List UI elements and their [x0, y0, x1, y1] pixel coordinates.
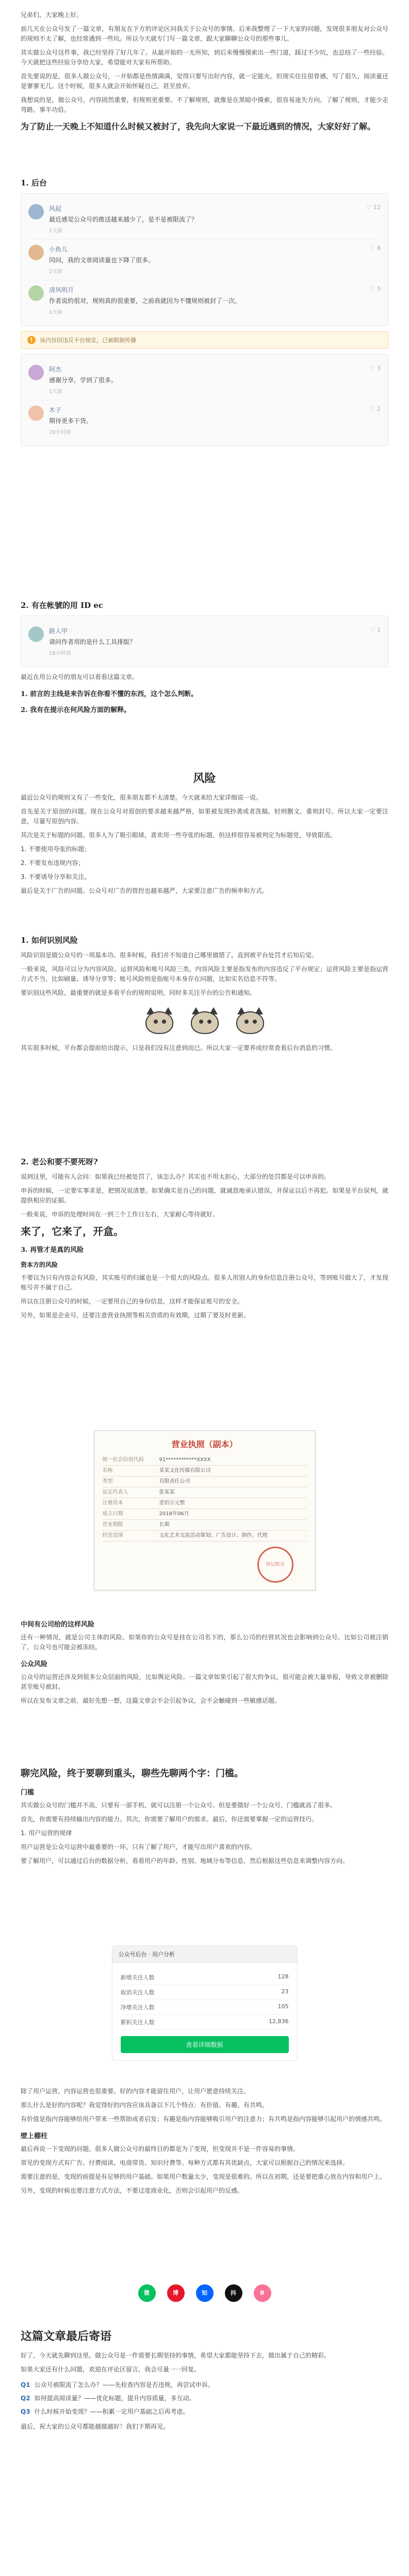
- zhihu-icon[interactable]: 知: [196, 2284, 214, 2302]
- risk-title: 风险: [193, 772, 216, 785]
- body-paragraph: 申诉的时候，一定要实事求是，把情况说清楚。如果确实是自己的问题，就诚恳地承认错误，并保证以后不再犯。如果是平台误判，就提供相应的证据。: [21, 1187, 388, 1204]
- stat-value: 23: [281, 1988, 289, 1995]
- body-paragraph: 有价值是指内容能够给用户带来一些帮助或者启发；有趣是指内容能够吸引用户的注意力；有共鸣是指内容能够引起用户的情感共鸣。: [21, 2115, 386, 2123]
- subheading: 公众风险: [21, 1660, 48, 1668]
- like-number: 3: [377, 365, 381, 371]
- body-paragraph: 那么什么是好的内容呢？我觉得好的内容应该具备以下几个特点：有价值、有趣、有共鸣。: [21, 2102, 269, 2109]
- avatar: [28, 245, 44, 260]
- stat-value: 105: [277, 2003, 289, 2010]
- comment-text: 期待更多干货。: [49, 417, 93, 425]
- emphasis-line: 聊完风险，终于要聊到重头，聊些先聊两个字：门槛。: [21, 1768, 243, 1779]
- subheading: 2. 我有在提示在何风险方面的解释。: [21, 706, 131, 714]
- section-title: 1. 后台: [21, 178, 47, 188]
- avatar: [28, 405, 44, 421]
- comments-screenshot: [21, 193, 388, 326]
- like-number: 5: [377, 285, 381, 292]
- body-paragraph: 需要注意的是，变现的前提是有足够的用户基础。如果用户数量太少，变现是很难的。所以在初期，还是要把重心放在内容和用户上。: [21, 2173, 386, 2180]
- restriction-warning: [21, 331, 388, 349]
- like-count[interactable]: ♡ 8: [370, 245, 381, 251]
- license-value: 长期: [159, 1522, 170, 1528]
- avatar: [28, 365, 44, 380]
- subheading: 门槛: [21, 1789, 35, 1797]
- license-key: 法定代表人: [102, 1489, 128, 1495]
- list-item: 3. 不要诱导分享和关注。: [21, 873, 91, 880]
- comment-author[interactable]: 阿杰: [49, 366, 62, 373]
- list-item: 1. 用户运营的规律: [21, 1829, 72, 1837]
- stat-label: 新增关注人数: [120, 1974, 155, 1981]
- intro-paragraph: 我想说的是，做公众号，内容固然重要，但规则更重要。不了解规则，就像是在黑暗中摸索，很容易迷失方向。了解了规则，才能少走弯路，事半功倍。: [21, 96, 388, 113]
- license-key: 统一社会信用代码: [102, 1457, 144, 1463]
- license-key: 类型: [102, 1479, 113, 1484]
- subheading: 壁上棚柱: [21, 2132, 48, 2140]
- stat-label: 累积关注人数: [120, 2019, 155, 2026]
- license-key: 注册资本: [102, 1500, 123, 1506]
- cat-emoji-icon: [141, 1006, 177, 1035]
- comment-author[interactable]: 清风明月: [49, 286, 74, 294]
- like-count[interactable]: ♡ 1: [370, 626, 381, 633]
- section-title: 2. 有在帐號的用 ID ec: [21, 601, 104, 610]
- body-paragraph: 一般来说，风险可以分为内容风险、运营风险和账号风险三类。内容风险主要是指发布的内容违反了平台规定；运营风险主要是指运营方式不当，比如刷量、诱导分享等；账号风险则是指账号本身存在问题，比如实名信息不符等。: [21, 965, 388, 982]
- body-paragraph: 所以在发布文章之前，最好先想一想，这篇文章会不会引起争议，会不会触碰到一些敏感话题。: [21, 1697, 281, 1704]
- closing-title: 这篇文章最后寄语: [21, 2330, 112, 2343]
- body-paragraph: 一般来说，申诉的处理时间在一到三个工作日左右，大家耐心等待就好。: [21, 1211, 219, 1218]
- body-paragraph: 所以在注册公众号的时候，一定要用自己的身份信息，这样才能保证账号的安全。: [21, 1298, 244, 1305]
- comment-item: [28, 360, 381, 400]
- stat-value: 128: [277, 1973, 289, 1980]
- qa-text: 什么时候开始变现？——积累一定用户基础之后再考虑。: [34, 2408, 189, 2415]
- license-value: 文化艺术交流活动策划；广告设计、制作、代理: [159, 1533, 268, 1538]
- business-license: [94, 1430, 316, 1590]
- stat-label: 净增关注人数: [120, 2004, 155, 2011]
- qa-number: Q2: [21, 2395, 30, 2402]
- comment-item: [28, 240, 381, 280]
- comment-text: 最近感觉公众号的推送越来越少了，是不是被限流了？: [49, 216, 198, 223]
- section-risk: [0, 762, 409, 900]
- body-paragraph: 常见的变现方式有广告、付费阅读、电商带货、知识付费等。每种方式都有其优缺点，大家可以根据自己的情况来选择。: [21, 2159, 349, 2166]
- comments-screenshot: [21, 616, 388, 667]
- body-paragraph: 风险识别是做公众号的一项基本功。很多时候，我们并不知道自己哪里做错了，直到被平台处罚才后知后觉。: [21, 952, 318, 959]
- section-backend: [0, 170, 409, 451]
- license-value: 某某文化传媒有限公司: [159, 1468, 211, 1473]
- comments-screenshot: [21, 354, 388, 446]
- body-paragraph: 首先是关于原创的问题。现在公众号对原创的要求越来越严格，如果被发现抄袭或者洗稿，轻则删文，重则封号。所以大家一定要注意，尽量写原创内容。: [21, 808, 388, 825]
- body-paragraph: 要了解用户，可以通过后台的数据分析，看看用户的年龄、性别、地域分布等信息，然后根据这些信息来调整内容方向。: [21, 1857, 349, 1865]
- intro-paragraph: 首先要说的是，很多人做公众号，一开始都是热情满满，觉得只要写出好内容，就一定能火。但现实往往很骨感，写了很久，阅读量还是寥寥无几。这个时候，很多人就会开始怀疑自己，甚至放弃。: [21, 73, 388, 90]
- license-row: [103, 1498, 307, 1509]
- avatar: [28, 626, 44, 642]
- body-paragraph: 最近公众号的规则又有了一些变化，很多朋友都不太清楚。今天就来给大家详细说一说。: [21, 794, 263, 801]
- like-number: 8: [377, 245, 381, 251]
- comment-time: 1天前: [49, 310, 63, 315]
- body-paragraph: 首先，你需要有持续输出内容的能力。其次，你需要了解用户的需求。最后，你还需要掌握一定的运营技巧。: [21, 1816, 318, 1823]
- comment-item: [28, 280, 381, 320]
- body-paragraph: 好了，今天就先聊到这里。做公众号是一件需要长期坚持的事情，希望大家都能坚持下去，做出属于自己的精彩。: [21, 2352, 331, 2359]
- license-row: [103, 1477, 307, 1487]
- body-paragraph: 要识别这些风险，最重要的就是多看平台的规则说明，同时多关注平台的公告和通知。: [21, 989, 256, 996]
- stamp-seal: 登记机关: [257, 1547, 293, 1583]
- license-key: 经营范围: [102, 1533, 123, 1538]
- comment-author[interactable]: 风起: [49, 205, 62, 212]
- qa-list: [21, 2380, 388, 2417]
- analytics-panel: [112, 1945, 298, 2061]
- comment-time: 2天前: [49, 269, 63, 275]
- comment-text: 请问作者用的是什么工具排版？: [49, 638, 136, 646]
- comment-text: 同问，我的文章阅读量也下降了很多。: [49, 257, 155, 264]
- cat-emoji-icon: [187, 1006, 223, 1035]
- stat-value: 12,836: [269, 2018, 289, 2025]
- section-identify: [0, 927, 409, 1057]
- comment-text: 作者说的很对，规则真的很重要，之前我就因为不懂规则被封了一次。: [49, 297, 241, 304]
- stat-row: [121, 1970, 289, 1985]
- note-text: 最近在用公众号的朋友可以看看这篇文章。: [21, 673, 139, 681]
- body-paragraph: 不要以为只有内容会有风险，其实账号的归属也是一个很大的风险点。很多人用别人的身份信息注册公众号，等到账号做大了，才发现账号并不属于自己。: [21, 1274, 388, 1291]
- qa-number: Q3: [21, 2408, 30, 2415]
- platform-icons: [0, 2277, 409, 2309]
- section-account: [0, 592, 409, 718]
- warning-icon: !: [27, 336, 36, 344]
- section-closing: [0, 2318, 409, 2436]
- bilibili-icon[interactable]: B: [254, 2284, 271, 2302]
- license-image: [0, 1422, 409, 1599]
- emoji-row: [21, 1006, 388, 1035]
- body-paragraph: 公众号的运营还涉及到很多公众层面的风险，比如舆论风险。一篇文章如果引起了很大的争议，很可能会被大量举报，导致文章被删除甚至账号被封。: [21, 1673, 388, 1690]
- body-paragraph: 除了用户运营，内容运营也很重要。好的内容才能留住用户，让用户愿意持续关注。: [21, 2088, 250, 2095]
- like-count[interactable]: ♡ 12: [366, 204, 381, 211]
- comment-time: 18小时前: [49, 651, 71, 656]
- body-paragraph: 其实做公众号的门槛并不高，只要有一部手机，就可以注册一个公众号。但是要做好一个公众号，门槛就高了很多。: [21, 1802, 337, 1809]
- intro-emphasis: 为了防止一天晚上不知道什么时候又被封了，我先向大家说一下最近遇到的情况，大家好好了解。: [21, 122, 376, 131]
- body-paragraph: 用户运营是公众号运营中最重要的一环。只有了解了用户，才能写出用户喜欢的内容。: [21, 1843, 256, 1851]
- like-count[interactable]: ♡ 3: [370, 365, 381, 371]
- license-key: 名称: [102, 1468, 113, 1473]
- intro-paragraph: 前几天在公众号发了一篇文章，有朋友在下方的评论区问我关于公众号的事情。后来我整理了一下大家的问题，发现很多朋友对公众号的规则不太了解，也经常遇到一些坑。所以今天就专门写一篇文章，跟大家聊聊公众号的那些事儿。: [21, 25, 388, 42]
- subheading: 资本方的风险: [21, 1261, 58, 1268]
- comment-author[interactable]: 小鱼儿: [49, 246, 68, 253]
- emphasis-line: 来了，它来了，开盒。: [21, 1225, 124, 1238]
- qa-item: [21, 2380, 388, 2390]
- license-row: [103, 1531, 307, 1541]
- body-paragraph: 其实很多时候，平台都会提前给出提示，只是我们没有注意到而已。所以大家一定要养成经常查看后台消息的习惯。: [21, 1044, 337, 1052]
- warning-text: 该内容因违反平台规定，已被限制传播: [40, 337, 136, 344]
- subheading: 3. 再管才是真的风险: [21, 1246, 84, 1254]
- like-count[interactable]: ♡ 5: [370, 285, 381, 292]
- body-paragraph: 另外，如果是企业号，还要注意营业执照等相关资质的有效期，过期了要及时更新。: [21, 1312, 250, 1319]
- license-key: 成立日期: [102, 1511, 123, 1517]
- wechat-icon[interactable]: 微: [138, 2284, 156, 2302]
- comment-time: 1天前: [49, 389, 63, 395]
- intro-greeting: 兄弟们，大家晚上好。: [21, 11, 83, 19]
- body-paragraph: 另外，变现的时候也要注意方式方法，不要过度商业化，否则会引起用户的反感。: [21, 2187, 244, 2194]
- like-count[interactable]: ♡ 2: [370, 405, 381, 412]
- like-number: 1: [377, 626, 381, 633]
- intro-paragraph: 其实做公众号这件事，我已经坚持了好几年了。从最开始的一无所知，到后来慢慢摸索出一些门道，踩过不少坑，也总结了一些经验。今天就把这些经验分享给大家，希望能对大家有所帮助。: [21, 49, 388, 66]
- comment-author[interactable]: 路人甲: [49, 628, 68, 635]
- stat-row: [121, 2015, 289, 2030]
- license-value: 张某某: [159, 1489, 175, 1495]
- license-key: 营业期限: [102, 1522, 123, 1528]
- comment-author[interactable]: 木子: [49, 406, 62, 414]
- license-row: [103, 1455, 307, 1466]
- stat-row: [121, 2000, 289, 2015]
- comment-time: 2天前: [49, 228, 63, 234]
- phone-screenshot: [0, 1937, 409, 2069]
- license-title: 营业执照（副本）: [171, 1439, 238, 1449]
- section-title: 2. 老公和要不要死呀?: [21, 1157, 98, 1166]
- list-item: 2. 不要发布违规内容；: [21, 859, 85, 867]
- body-paragraph: 最后是关于广告的问题。公众号对广告的管控也越来越严，大家要注意广告的频率和方式。: [21, 887, 269, 894]
- avatar: [28, 204, 44, 219]
- body-paragraph: 其次是关于标题的问题。很多人为了吸引眼球，喜欢用一些夸张的标题，但这样很容易被判定为标题党，导致限流。: [21, 832, 337, 839]
- section-appeal: [0, 1149, 409, 1325]
- cat-emoji-icon: [232, 1006, 268, 1035]
- body-paragraph: 说到这里，可能有人会问：如果我已经被处罚了，该怎么办？其实也不用太担心，大部分的处罚都是可以申诉的。: [21, 1173, 331, 1180]
- section-company-risk: [0, 1613, 409, 1710]
- license-value: 91************XXXX: [159, 1457, 211, 1463]
- like-number: 2: [377, 405, 381, 412]
- list-item: 1. 不要使用夸张的标题；: [21, 845, 91, 853]
- license-row: [103, 1509, 307, 1520]
- license-value: 壹佰万元整: [159, 1500, 185, 1506]
- body-paragraph: 最后，祝大家的公众号都能越做越好！我们下期再见。: [21, 2423, 170, 2430]
- stat-label: 取消关注人数: [120, 1989, 155, 1996]
- douyin-icon[interactable]: 抖: [225, 2284, 242, 2302]
- section-threshold: [0, 1762, 409, 1870]
- section-title: 1. 如何识别风险: [21, 936, 78, 945]
- subheading: 中间有公司给的这样风险: [21, 1621, 95, 1629]
- comment-item: [28, 199, 381, 240]
- body-paragraph: 如果大家还有什么问题，欢迎在评论区留言，我会尽量一一回复。: [21, 2366, 201, 2373]
- view-details-button[interactable]: 查看详细数据: [121, 2036, 289, 2053]
- weibo-icon[interactable]: 博: [167, 2284, 185, 2302]
- qa-text: 如何提高阅读量？——优化标题，提升内容质量，多互动。: [34, 2395, 195, 2402]
- subheading: 1. 前言的主线是来告诉在你看不懂的东西，这个怎么判断。: [21, 690, 198, 698]
- qa-number: Q1: [21, 2381, 30, 2388]
- comment-item: [28, 621, 381, 662]
- body-paragraph: 最后再说一下变现的问题。很多人做公众号的最终目的都是为了变现，但变现并不是一件容易的事情。: [21, 2145, 300, 2153]
- stat-row: [121, 1985, 289, 2000]
- license-row: [103, 1520, 307, 1531]
- qa-item: [21, 2406, 388, 2417]
- license-value: 2018年06月: [159, 1511, 189, 1517]
- panel-title: 公众号后台 · 用户分析: [112, 1946, 297, 1963]
- comment-item: [28, 400, 381, 440]
- section-content-ops: [0, 2087, 409, 2200]
- body-paragraph: 还有一种情况，就是公司主体的风险。如果你的公众号是挂在公司名下的，那么公司的经营状况也会影响到公众号。比如公司被注销了，公众号也可能会被冻结。: [21, 1634, 388, 1651]
- avatar: [28, 285, 44, 301]
- license-row: [103, 1487, 307, 1498]
- comment-text: 感谢分享，学到了很多。: [49, 377, 118, 384]
- intro-section: [0, 10, 409, 139]
- comment-time: 20小时前: [49, 430, 71, 435]
- license-row: [103, 1466, 307, 1477]
- like-number: 12: [373, 204, 381, 211]
- qa-text: 公众号被限流了怎么办？——先检查内容是否违规，再尝试申诉。: [34, 2381, 214, 2388]
- license-value: 有限责任公司: [159, 1479, 190, 1484]
- qa-item: [21, 2393, 388, 2403]
